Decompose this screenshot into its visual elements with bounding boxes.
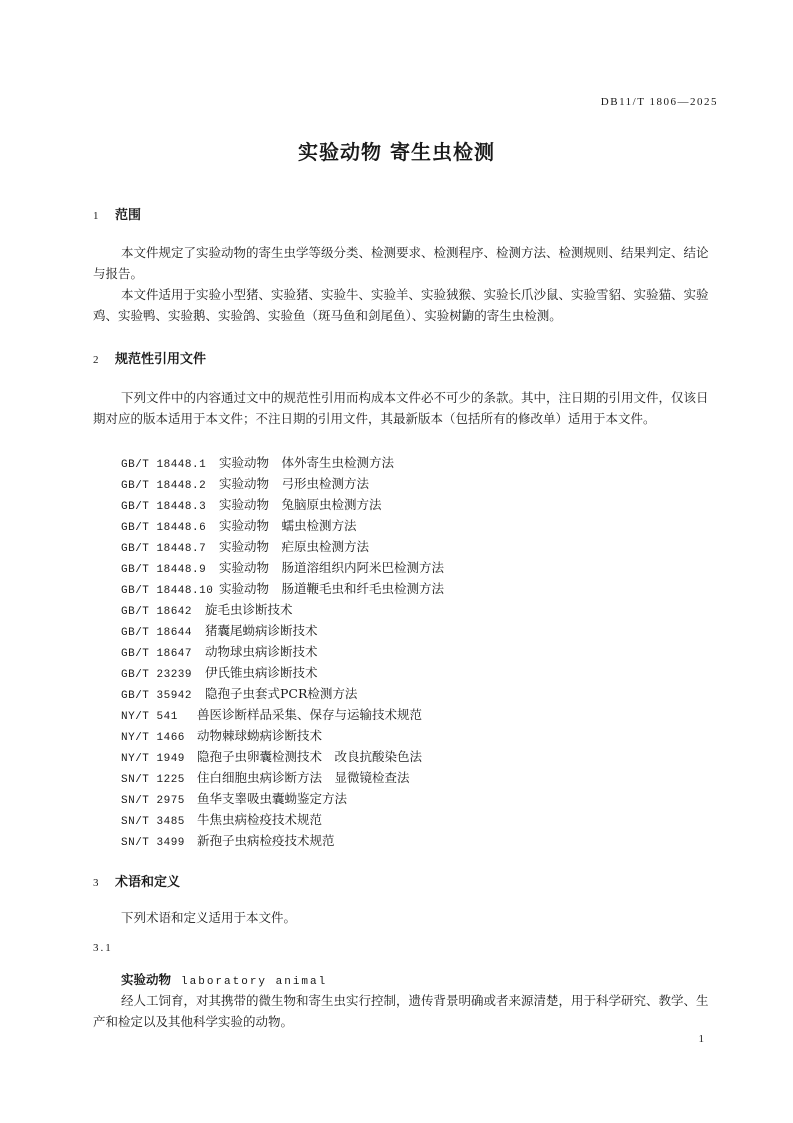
section-number: 2 — [93, 354, 99, 366]
reference-item — [121, 704, 444, 725]
reference-code: GB/T 18647 — [121, 648, 193, 660]
reference-item — [121, 599, 444, 620]
paragraph: 本文件适用于实验小型猪、实验猪、实验牛、实验羊、实验狨猴、实验长爪沙鼠、实验雪貂、实验猫、实验鸡、实验鸭、实验鹅、实验鸽、实验鱼（斑马鱼和剑尾鱼）、实验树鼩的寄生虫检测。 — [93, 287, 709, 323]
reference-code: GB/T 18448.6 — [121, 522, 207, 534]
reference-item — [121, 809, 444, 830]
reference-title: 隐孢子虫卵囊检测技术 改良抗酸染色法 — [197, 749, 423, 764]
reference-title: 动物球虫病诊断技术 — [205, 644, 318, 659]
reference-title: 伊氏锥虫病诊断技术 — [205, 665, 318, 680]
reference-code: GB/T 35942 — [121, 690, 193, 702]
reference-code: GB/T 18448.9 — [121, 564, 207, 576]
reference-list — [121, 452, 444, 851]
term-chinese: 实验动物 — [121, 972, 172, 987]
reference-item — [121, 767, 444, 788]
reference-item — [121, 830, 444, 851]
reference-item — [121, 557, 444, 578]
reference-code: GB/T 18448.1 — [121, 459, 207, 471]
reference-title: 隐孢子虫套式PCR检测方法 — [205, 686, 358, 701]
reference-title: 实验动物 肠道鞭毛虫和纤毛虫检测方法 — [219, 581, 445, 596]
reference-code: SN/T 3499 — [121, 837, 185, 849]
reference-code: NY/T 1466 — [121, 732, 185, 744]
reference-code: GB/T 18448.10 — [121, 585, 214, 597]
reference-item — [121, 683, 444, 704]
section-title: 术语和定义 — [115, 875, 181, 890]
reference-item — [121, 746, 444, 767]
reference-item — [121, 515, 444, 536]
reference-title: 牛焦虫病检疫技术规范 — [197, 812, 323, 827]
section-heading-terms — [93, 871, 180, 890]
reference-code: GB/T 18642 — [121, 606, 193, 618]
document-title: 实验动物 寄生虫检测 — [298, 140, 495, 164]
term-english: laboratory animal — [181, 976, 328, 988]
section-heading-normative-references — [93, 348, 206, 367]
paragraph: 下列文件中的内容通过文中的规范性引用而构成本文件必不可少的条款。其中，注日期的引用文件，仅该日期对应的版本适用于本文件；不注日期的引用文件，其最新版本（包括所有的修改单）适用于本文件。 — [93, 390, 709, 426]
reference-code: GB/T 18448.3 — [121, 501, 207, 513]
reference-code: GB/T 18644 — [121, 627, 193, 639]
reference-title: 猪囊尾蚴病诊断技术 — [205, 623, 318, 638]
reference-code: GB/T 23239 — [121, 669, 193, 681]
reference-item — [121, 452, 444, 473]
reference-item — [121, 536, 444, 557]
term-entry — [121, 970, 327, 988]
reference-code: GB/T 18448.2 — [121, 480, 207, 492]
reference-title: 住白细胞虫病诊断方法 显微镜检查法 — [197, 770, 410, 785]
paragraph: 下列术语和定义适用于本文件。 — [121, 910, 297, 925]
reference-item — [121, 494, 444, 515]
reference-item — [121, 473, 444, 494]
reference-title: 实验动物 蠕虫检测方法 — [219, 518, 357, 533]
reference-title: 实验动物 肠道溶组织内阿米巴检测方法 — [219, 560, 445, 575]
reference-item — [121, 725, 444, 746]
reference-title: 旋毛虫诊断技术 — [205, 602, 293, 617]
reference-code: NY/T 541 — [121, 711, 178, 723]
reference-title: 新孢子虫病检疫技术规范 — [197, 833, 335, 848]
section-title: 规范性引用文件 — [115, 352, 207, 367]
reference-item — [121, 620, 444, 641]
reference-title: 实验动物 体外寄生虫检测方法 — [219, 455, 395, 470]
reference-item — [121, 788, 444, 809]
reference-title: 实验动物 疟原虫检测方法 — [219, 539, 370, 554]
document-code: DB11/T 1806—2025 — [600, 96, 718, 108]
term-definition: 经人工饲育，对其携带的微生物和寄生虫实行控制，遗传背景明确或者来源清楚，用于科学研究、教学、生产和检定以及其他科学实验的动物。 — [93, 993, 709, 1029]
reference-code: SN/T 1225 — [121, 774, 185, 786]
reference-item — [121, 662, 444, 683]
section-number: 1 — [93, 210, 99, 222]
page-number: 1 — [698, 1033, 704, 1045]
reference-code: NY/T 1949 — [121, 753, 185, 765]
reference-item — [121, 578, 444, 599]
reference-title: 鱼华支睾吸虫囊蚴鉴定方法 — [197, 791, 348, 806]
reference-title: 兽医诊断样品采集、保存与运输技术规范 — [197, 707, 423, 722]
reference-title: 动物棘球蚴病诊断技术 — [197, 728, 323, 743]
reference-code: SN/T 3485 — [121, 816, 185, 828]
reference-code: SN/T 2975 — [121, 795, 185, 807]
reference-item — [121, 641, 444, 662]
section-title: 范围 — [115, 208, 142, 223]
reference-code: GB/T 18448.7 — [121, 543, 207, 555]
reference-title: 实验动物 兔脑原虫检测方法 — [219, 497, 382, 512]
paragraph: 本文件规定了实验动物的寄生虫学等级分类、检测要求、检测程序、检测方法、检测规则、结果判定、结论与报告。 — [93, 245, 709, 281]
section-number: 3 — [93, 877, 99, 889]
reference-title: 实验动物 弓形虫检测方法 — [219, 476, 370, 491]
section-heading-scope — [93, 204, 141, 223]
term-number: 3.1 — [93, 942, 113, 954]
